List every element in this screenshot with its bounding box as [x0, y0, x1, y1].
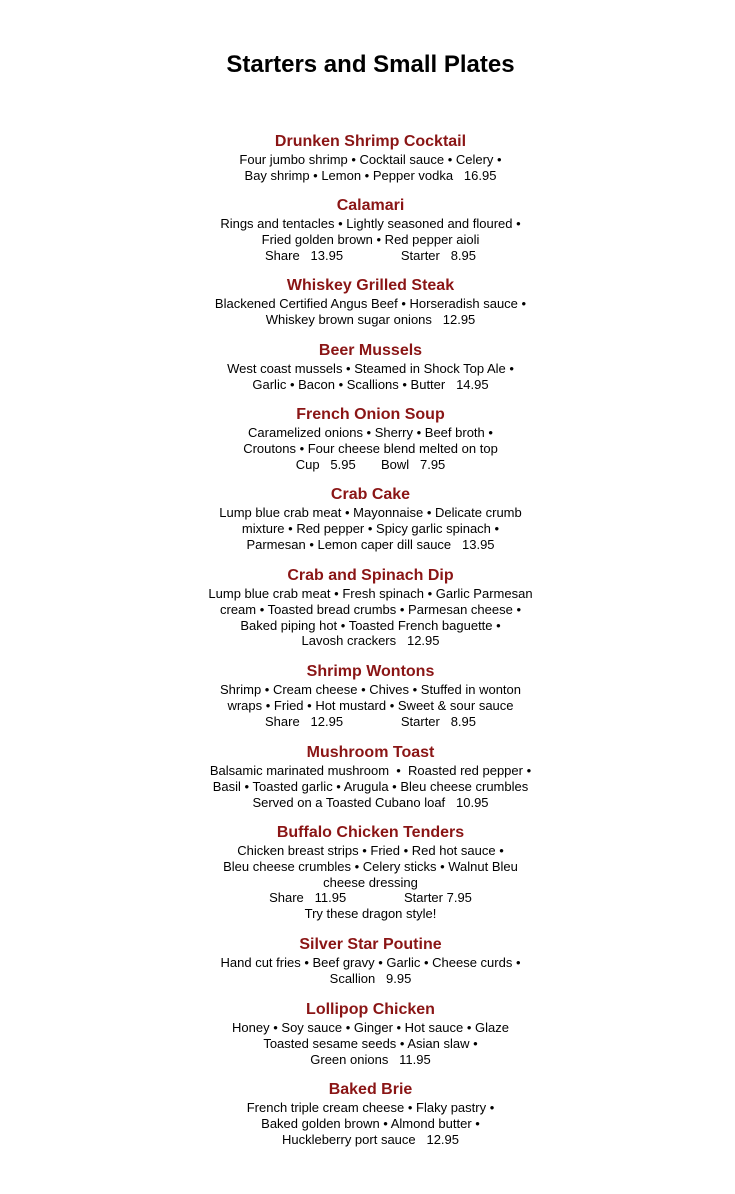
menu-item-description: Huckleberry port sauce 12.95: [281, 1131, 460, 1147]
menu-item-description: Shrimp • Cream cheese • Chives • Stuffed in wonton: [220, 682, 521, 697]
menu-item-description: Garlic • Bacon • Scallions • Butter 14.95: [252, 376, 489, 392]
menu-item-description: cream • Toasted bread crumbs • Parmesan cheese •: [220, 601, 521, 617]
menu-item-name: French Onion Soup: [296, 406, 445, 423]
menu-item-description: Parmesan • Lemon caper dill sauce 13.95: [246, 536, 495, 552]
menu-item-description: Baked piping hot • Toasted French baguette •: [240, 617, 501, 633]
menu-item-description: Toasted sesame seeds • Asian slaw •: [263, 1035, 478, 1051]
menu-item: [0, 406, 735, 472]
menu-item: [0, 133, 735, 184]
menu-item-description: Basil • Toasted garlic • Arugula • Bleu cheese crumbles: [212, 778, 529, 794]
menu-item-description: mixture • Red pepper • Spicy garlic spinach •: [241, 520, 500, 536]
menu-item-price: Share 11.95 Starter 7.95: [269, 890, 472, 906]
menu-item-price: Cup 5.95 Bowl 7.95: [295, 456, 446, 472]
page-title: Starters and Small Plates: [226, 51, 515, 78]
menu-item: [0, 744, 735, 810]
menu-item-name: Lollipop Chicken: [306, 1001, 435, 1018]
menu-item: [0, 277, 735, 328]
menu-item: [0, 1001, 735, 1067]
menu-item: [0, 197, 735, 263]
menu-item: [0, 1081, 735, 1147]
menu-item-name: Crab Cake: [330, 486, 411, 503]
menu-item-description: Lump blue crab meat • Mayonnaise • Delicate crumb: [219, 505, 522, 520]
menu-item-name: Drunken Shrimp Cocktail: [274, 133, 467, 150]
menu-item-price: Share 13.95 Starter 8.95: [265, 247, 476, 263]
menu-item-description: wraps • Fried • Hot mustard • Sweet & sour sauce: [227, 697, 514, 713]
menu-item-name: Shrimp Wontons: [306, 663, 435, 680]
menu-item: [0, 486, 735, 552]
menu-item: [0, 342, 735, 393]
menu-item-name: Baked Brie: [328, 1081, 413, 1098]
menu-item-name: Mushroom Toast: [306, 744, 435, 761]
menu-item-description: Lavosh crackers 12.95: [301, 633, 440, 649]
menu-item-description: Lump blue crab meat • Fresh spinach • Garlic Parmesan: [208, 586, 533, 601]
menu-item-description: Balsamic marinated mushroom • Roasted red pepper •: [209, 763, 532, 778]
menu-item: [0, 663, 735, 729]
menu-item-description: cheese dressing: [323, 874, 418, 890]
menu-item-description: Caramelized onions • Sherry • Beef broth •: [248, 425, 493, 440]
menu-item-description: Whiskey brown sugar onions 12.95: [265, 311, 476, 327]
menu-item-description: Scallion 9.95: [329, 970, 412, 986]
menu-item-description: West coast mussels • Steamed in Shock Top Ale •: [227, 361, 514, 376]
menu-item-name: Calamari: [336, 197, 405, 214]
menu-item-note: Try these dragon style!: [304, 906, 437, 922]
menu-item-description: French triple cream cheese • Flaky pastry •: [246, 1100, 495, 1115]
menu-item-description: Bleu cheese crumbles • Celery sticks • Walnut Bleu: [223, 858, 518, 874]
menu-item-name: Buffalo Chicken Tenders: [276, 824, 465, 841]
menu-item-price: Share 12.95 Starter 8.95: [265, 713, 476, 729]
menu-item-name: Silver Star Poutine: [299, 936, 442, 953]
menu-item: [0, 824, 735, 922]
menu-item-description: Rings and tentacles • Lightly seasoned and floured •: [220, 216, 521, 231]
menu-item-description: Four jumbo shrimp • Cocktail sauce • Celery •: [239, 152, 502, 167]
menu-item-name: Beer Mussels: [318, 342, 423, 359]
menu-item-description: Green onions 11.95: [310, 1051, 431, 1067]
menu-item-description: Baked golden brown • Almond butter •: [261, 1115, 480, 1131]
menu-item-name: Crab and Spinach Dip: [287, 567, 454, 584]
menu-item-description: Served on a Toasted Cubano loaf 10.95: [252, 794, 489, 810]
menu-item-description: Fried golden brown • Red pepper aioli: [261, 231, 480, 247]
menu-item-description: Bay shrimp • Lemon • Pepper vodka 16.95: [244, 167, 497, 183]
menu-item-name: Whiskey Grilled Steak: [286, 277, 455, 294]
menu-item-description: Chicken breast strips • Fried • Red hot sauce •: [237, 843, 504, 858]
menu-item-description: Croutons • Four cheese blend melted on top: [243, 440, 498, 456]
menu-item: [0, 567, 735, 649]
menu-item: [0, 936, 735, 987]
menu-item-description: Hand cut fries • Beef gravy • Garlic • Cheese curds •: [220, 955, 521, 970]
menu-item-description: Blackened Certified Angus Beef • Horseradish sauce •: [214, 296, 527, 311]
menu-item-description: Honey • Soy sauce • Ginger • Hot sauce • Glaze: [232, 1020, 509, 1035]
